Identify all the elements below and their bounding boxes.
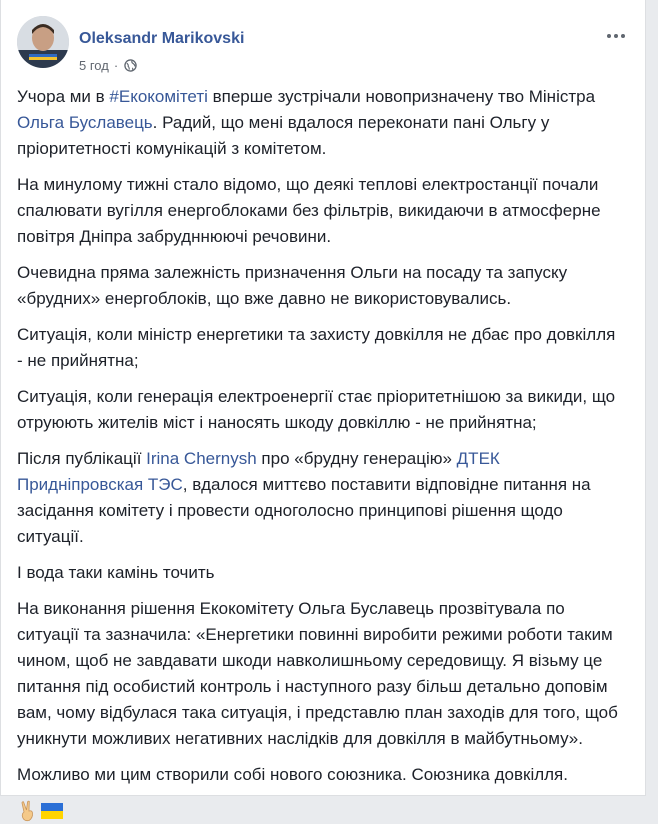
emoji-row [17, 798, 623, 824]
paragraph-5: Ситуація, коли генерація електроенергії стає пріоритетнішою за викиди, що отруюють жителів міст і наносять шкоду довкіллю - не прийнятна; [17, 387, 616, 432]
profile-link-irina[interactable]: Irina Chernysh [146, 449, 257, 468]
paragraph-9: Можливо ми цим створили собі нового союзника. Союзника довкілля. [17, 765, 568, 784]
profile-link-olga[interactable]: Ольга Буславець [17, 113, 153, 132]
meta-separator: · [113, 58, 119, 73]
post-timestamp[interactable]: 5 год [79, 58, 109, 73]
post-meta [79, 58, 137, 73]
more-dot-icon [607, 34, 611, 38]
post-header [17, 16, 629, 76]
paragraph-7: І вода таки камінь точить [17, 563, 215, 582]
text-segment: . Радий, що мені вдалося переконати пані Ольгу у пріоритетності комунікацій з комітетом. [17, 113, 550, 158]
text-segment: про «брудну генерацію» [256, 449, 457, 468]
avatar-image [17, 16, 69, 68]
page-link-dtek[interactable]: ДТЕК Придніпровская ТЭС [17, 449, 500, 494]
paragraph-1 [17, 84, 623, 162]
text-segment: вперше зустрічали новопризначену тво Міністра [207, 87, 596, 106]
text-segment: Після публікації [17, 449, 147, 468]
avatar[interactable] [17, 16, 69, 68]
paragraph-8: На виконання рішення Екокомітету Ольга Буславець прозвітувала по ситуації та зазначила: «Енергетики повинні виробити режими роботи таким чином, щоб не завдавати шкоди навколишньому середовищу. Я візьму це питання під особистий контроль і наступного разу більш детально доповім вам, чому відбулася така ситуація, і представлю план заходів для того, щоб уникнути можливих негативних наслідків для довкілля в майбутньому». [17, 599, 618, 748]
paragraph-6 [17, 446, 623, 550]
paragraph-2: На минулому тижні стало відомо, що деякі теплові електростанції почали спалювати вугілля енергоблоками без фільтрів, викидаючи в атмосферне повітря Дніпра забрудннюючі речовини. [17, 175, 601, 246]
victory-hand-icon [17, 800, 39, 822]
paragraph-3: Очевидна пряма залежність призначення Ольги на посаду та запуску «брудних» енергоблоків, що вже давно не використовувались. [17, 263, 568, 308]
text-segment: Учора ми в [17, 87, 110, 106]
paragraph-4: Ситуація, коли міністр енергетики та захисту довкілля не дбає про довкілля - не прийнятна; [17, 325, 616, 370]
more-options-button[interactable] [603, 28, 629, 44]
author-name[interactable]: Oleksandr Marikovski [79, 30, 245, 47]
text-segment: , вдалося миттєво поставити відповідне питання на засідання комітету і провести одноголосно принципові рішення щодо ситуації. [17, 475, 591, 546]
post-body [17, 84, 623, 824]
hashtag-link[interactable]: #Екокомітеті [109, 87, 208, 106]
ukraine-flag-icon [41, 803, 63, 819]
more-dot-icon [621, 34, 625, 38]
more-dot-icon [614, 34, 618, 38]
globe-icon[interactable] [124, 59, 137, 72]
